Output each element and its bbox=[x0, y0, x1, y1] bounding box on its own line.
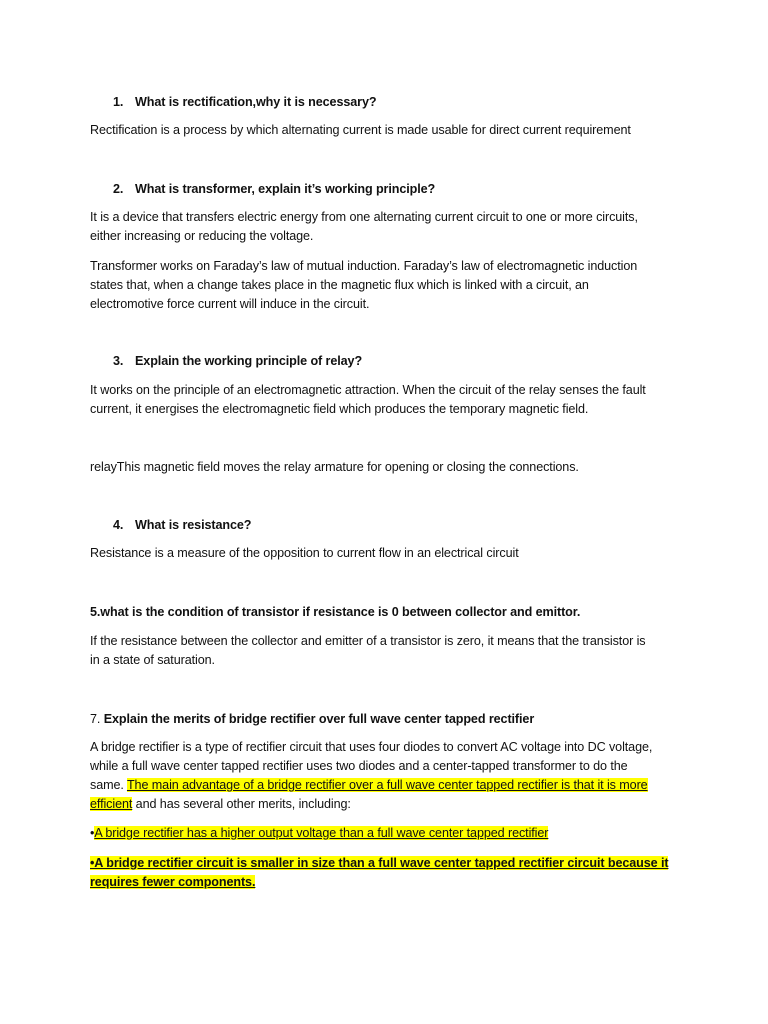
question-7-heading bbox=[90, 710, 534, 729]
question-1-heading bbox=[113, 93, 376, 112]
question-2-answer-p2-line1: Transformer works on Faraday’s law of mutual induction. Faraday’s law of electromagnetic induction bbox=[90, 259, 638, 273]
question-7-highlight-main-advantage: The main advantage of a bridge rectifier over a full wave center tapped rectifier is that it is more bbox=[126, 778, 648, 792]
question-7-bullet-1 bbox=[90, 824, 548, 843]
bullet-1-highlight-text: A bridge rectifier has a higher output voltage than a full wave center tapped rectifier bbox=[94, 826, 549, 840]
question-2-answer-p2-line2: states that, when a change takes place in the magnetic flux which is linked with a circuit, an bbox=[90, 278, 589, 292]
question-7-answer-line4 bbox=[90, 795, 351, 814]
question-4-heading bbox=[113, 516, 251, 535]
question-7-bullet-2-line2 bbox=[90, 873, 255, 892]
question-2-answer-p1-line2: either increasing or reducing the voltage. bbox=[90, 229, 314, 243]
question-3-answer-p2-line1: relayThis magnetic field moves the relay armature for opening or closing the connections. bbox=[90, 460, 579, 474]
question-7-number: 7. bbox=[90, 712, 101, 726]
question-7-bullet-2-line1 bbox=[90, 854, 668, 873]
question-7-answer-line3 bbox=[90, 776, 648, 795]
question-4-number: 4. bbox=[113, 518, 124, 532]
question-7-answer-line2: while a full wave center tapped rectifier uses two diodes and a center-tapped transformer to do the bbox=[90, 759, 628, 773]
question-1-number: 1. bbox=[113, 95, 124, 109]
question-4-answer: Resistance is a measure of the opposition to current flow in an electrical circuit bbox=[90, 546, 519, 560]
question-1-answer: Rectification is a process by which alternating current is made usable for direct current requirement bbox=[90, 123, 631, 137]
question-2-answer-p1-line1: It is a device that transfers electric energy from one alternating current circuit to one or more circuits, bbox=[90, 210, 638, 224]
question-5-answer-line2: in a state of saturation. bbox=[90, 653, 215, 667]
question-7-highlight-efficient: efficient bbox=[90, 797, 133, 811]
question-5-heading: 5.what is the condition of transistor if resistance is 0 between collector and emittor. bbox=[90, 605, 581, 619]
bullet-2-highlight-line1: •A bridge rectifier circuit is smaller in size than a full wave center tapped rectifier circuit because it bbox=[90, 856, 669, 870]
question-3-title: Explain the working principle of relay? bbox=[135, 354, 363, 368]
question-3-number: 3. bbox=[113, 354, 124, 368]
question-7-line4-plain: and has several other merits, including: bbox=[132, 797, 351, 811]
question-7-answer-line1: A bridge rectifier is a type of rectifier circuit that uses four diodes to convert AC voltage into DC voltage, bbox=[90, 740, 653, 754]
bullet-1-mark: • bbox=[90, 826, 95, 840]
question-3-heading bbox=[113, 352, 362, 371]
question-1-title: What is rectification,why it is necessary? bbox=[135, 95, 377, 109]
question-2-number: 2. bbox=[113, 182, 124, 196]
bullet-2-highlight-line2: requires fewer components. bbox=[90, 875, 256, 889]
question-7-title: Explain the merits of bridge rectifier over full wave center tapped rectifier bbox=[103, 712, 535, 726]
question-3-answer-p1-line2: current, it energises the electromagnetic field which produces the temporary magnetic field. bbox=[90, 402, 589, 416]
question-2-answer-p2-line3: electromotive force current will induce in the circuit. bbox=[90, 297, 370, 311]
question-4-title: What is resistance? bbox=[135, 518, 252, 532]
question-3-answer-p1-line1: It works on the principle of an electromagnetic attraction. When the circuit of the relay senses the fault bbox=[90, 383, 646, 397]
question-7-line3-plain: same. bbox=[90, 778, 127, 792]
question-2-heading bbox=[113, 180, 435, 199]
question-5-answer-line1: If the resistance between the collector and emitter of a transistor is zero, it means that the transistor is bbox=[90, 634, 646, 648]
question-2-title: What is transformer, explain it’s working principle? bbox=[135, 182, 436, 196]
